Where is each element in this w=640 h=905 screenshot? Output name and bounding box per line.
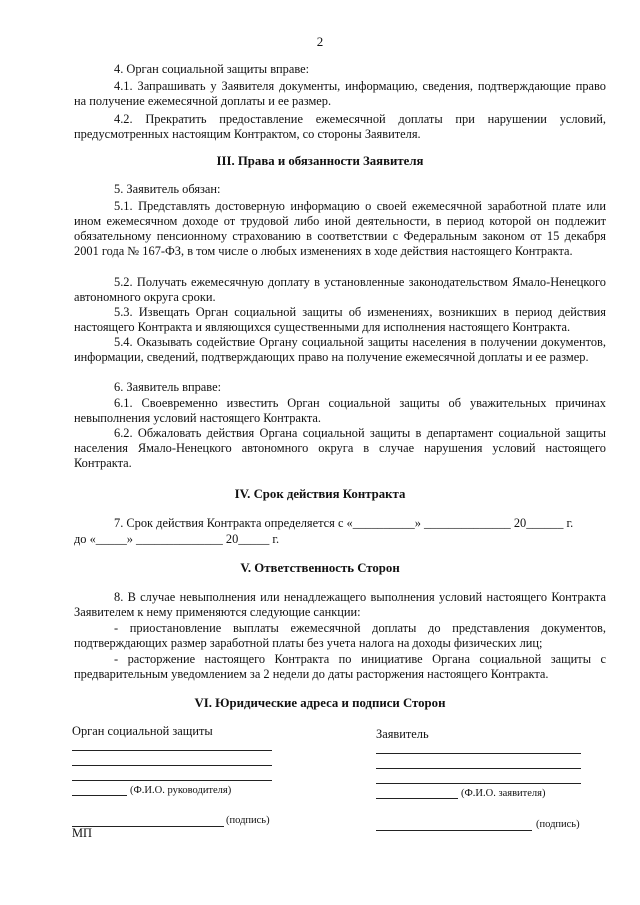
section-4-heading: IV. Срок действия Контракта bbox=[234, 487, 406, 501]
right-address-line-3 bbox=[376, 783, 581, 784]
sanction-1: - приостановление выплаты ежемесячной доплаты до представления документов, подтверждающих размер заработной платы без учета налога на доходы физических лиц; bbox=[74, 621, 606, 650]
clause-4-1: 4.1. Запрашивать у Заявителя документы, информацию, сведения, подтверждающие право на получение ежемесячной доплаты и ее размер. bbox=[74, 79, 606, 108]
clause-5: 5. Заявитель обязан: bbox=[114, 182, 221, 196]
clause-8: 8. В случае невыполнения или ненадлежащего выполнения условий настоящего Контракта Заявителем к нему применяются следующие санкции: bbox=[74, 590, 606, 619]
left-fio-caption: (Ф.И.О. руководителя) bbox=[130, 785, 232, 796]
clause-7-line-2: до «_____» ______________ 20_____ г. bbox=[74, 532, 280, 546]
left-signature-line bbox=[72, 826, 224, 827]
page-number: 2 bbox=[316, 34, 324, 49]
right-address-line-1 bbox=[376, 753, 581, 754]
left-signature-caption: (подпись) bbox=[226, 815, 270, 826]
clause-6: 6. Заявитель вправе: bbox=[114, 380, 222, 394]
left-address-line-1 bbox=[72, 750, 272, 751]
right-address-line-2 bbox=[376, 768, 581, 769]
clause-5-4: 5.4. Оказывать содействие Органу социальной защиты населения в получении документов, информации, сведений, подтверждающих право на получение ежемесячной доплаты и ее размер. bbox=[74, 335, 606, 364]
right-party-label: Заявитель bbox=[376, 727, 429, 741]
left-address-line-3 bbox=[72, 780, 272, 781]
sanction-2: - расторжение настоящего Контракта по инициативе Органа социальной защиты с предварительным уведомлением за 2 недели до даты расторжения настоящего Контракта. bbox=[74, 652, 606, 681]
clause-5-2: 5.2. Получать ежемесячную доплату в установленные законодательством Ямало-Ненецкого автономного округа сроки. bbox=[74, 275, 606, 304]
left-address-line-2 bbox=[72, 765, 272, 766]
clause-5-3: 5.3. Извещать Орган социальной защиты об изменениях, возникших в период действия настоящего Контракта и являющихся существенными для исполнения настоящего Контракта. bbox=[74, 305, 606, 334]
clause-5-1: 5.1. Представлять достоверную информацию о своей ежемесячной заработной плате или ином ежемесячном доходе от трудовой либо иной деятельности, в период которой он подлежит обязательному пенсионному страхованию в соответствии с Федеральным законом от 15 декабря 2001 года № 167-ФЗ, в том числе о любых изменениях в ходе действия настоящего Контракта. bbox=[74, 199, 606, 258]
section-3-heading: III. Права и обязанности Заявителя bbox=[216, 154, 424, 168]
clause-6-2: 6.2. Обжаловать действия Органа социальной защиты в департамент социальной защиты населения Ямало-Ненецкого автономного округа в случае нарушения условий настоящего Контракта. bbox=[74, 426, 606, 470]
right-signature-caption: (подпись) bbox=[536, 819, 580, 830]
section-6-heading: VI. Юридические адреса и подписи Сторон bbox=[194, 696, 446, 710]
clause-4-2: 4.2. Прекратить предоставление ежемесячной доплаты при нарушении условий, предусмотренных настоящим Контрактом, со стороны Заявителя. bbox=[74, 112, 606, 141]
clause-4: 4. Орган социальной защиты вправе: bbox=[114, 62, 310, 76]
clause-7-line-1: 7. Срок действия Контракта определяется с «__________» ______________ 20______ г. bbox=[114, 516, 574, 530]
stamp-mark: МП bbox=[72, 826, 92, 840]
right-signature-line bbox=[376, 830, 532, 831]
clause-6-1: 6.1. Своевременно известить Орган социальной защиты об уважительных причинах невыполнения условий настоящего Контракта. bbox=[74, 396, 606, 425]
section-5-heading: V. Ответственность Сторон bbox=[240, 561, 400, 575]
right-fio-caption: (Ф.И.О. заявителя) bbox=[461, 788, 546, 799]
left-fio-line bbox=[72, 795, 127, 796]
left-party-label: Орган социальной защиты bbox=[72, 724, 213, 738]
right-fio-line bbox=[376, 798, 458, 799]
